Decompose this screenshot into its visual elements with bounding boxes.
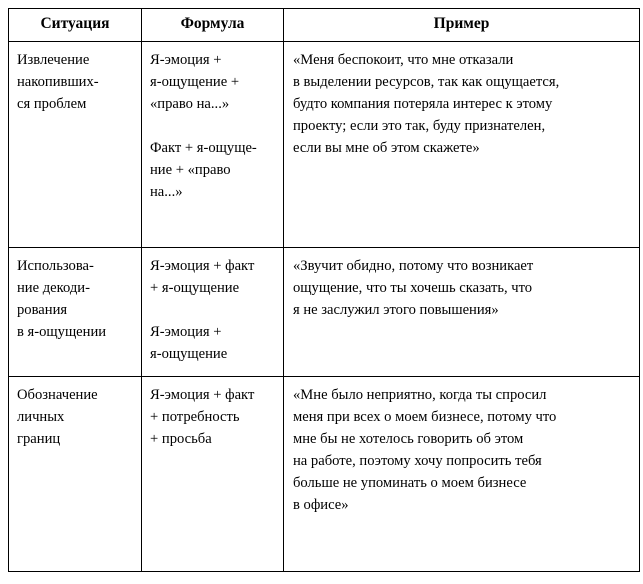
text-line: «Звучит обидно, потому что возникает xyxy=(293,257,534,274)
text-line: ся проблем xyxy=(17,95,87,112)
text-line: Факт + я-ощуще- xyxy=(150,140,257,156)
text-line: + я-ощущение xyxy=(150,279,240,296)
text-line: «Мне было неприятно, когда ты спросил xyxy=(293,386,547,403)
text-line: ощущение, что ты хочешь сказать, что xyxy=(293,279,533,296)
text-line: если вы мне об этом скажете» xyxy=(293,140,480,157)
text-line: будто компания потеряла интерес к этому xyxy=(293,95,553,112)
text-line: + потребность xyxy=(150,408,240,425)
formula-block xyxy=(150,49,277,116)
cell-situation-3 xyxy=(9,376,142,571)
column-header-example: Пример xyxy=(284,9,640,42)
text-line: Обозначение xyxy=(17,386,98,403)
text-line: ние + «право xyxy=(150,162,231,179)
column-header-situation: Ситуация xyxy=(9,9,142,42)
cell-formula-1 xyxy=(142,41,284,247)
text-line: рования xyxy=(17,301,68,318)
cell-example-1 xyxy=(284,41,640,247)
text-line: я не заслужил этого повышения» xyxy=(293,301,499,318)
text-line: границ xyxy=(17,430,61,447)
cell-formula-2 xyxy=(142,247,284,376)
text-line: в офисе» xyxy=(293,497,349,514)
formula-block xyxy=(150,137,277,204)
text-line: Я-эмоция + xyxy=(150,51,222,68)
text-line: проекту; если это так, буду признателен, xyxy=(293,118,546,135)
cell-situation-1 xyxy=(9,41,142,247)
cell-formula-3 xyxy=(142,376,284,571)
cell-example-3 xyxy=(284,376,640,571)
table-row xyxy=(9,376,640,571)
formula-block xyxy=(150,321,277,365)
text-line: меня при всех о моем бизнесе, потому что xyxy=(293,408,557,425)
formula-block xyxy=(150,384,277,451)
cell-example-2 xyxy=(284,247,640,376)
text-line: мне бы не хотелось говорить об этом xyxy=(293,430,524,447)
text-line: больше не упоминать о моем бизнесе xyxy=(293,475,527,492)
example-block xyxy=(293,384,630,517)
text-line: «право на...» xyxy=(150,95,230,112)
text-line: в я-ощущении xyxy=(17,324,107,341)
formula-block xyxy=(150,255,277,299)
text-line: на работе, поэтому хочу попросить тебя xyxy=(293,453,542,470)
text-line: я-ощущение + xyxy=(150,73,240,90)
text-line: в выделении ресурсов, так как ощущается, xyxy=(293,73,560,90)
text-line: личных xyxy=(17,408,65,425)
text-line: ние декоди- xyxy=(17,279,90,296)
table-header-row xyxy=(9,9,640,42)
text-line: Использова- xyxy=(17,257,94,274)
text-line: + просьба xyxy=(150,430,212,447)
text-line: накопивших- xyxy=(17,73,99,90)
example-block xyxy=(293,49,630,160)
text-line: Я-эмоция + xyxy=(150,323,222,340)
text-line: «Меня беспокоит, что мне отказали xyxy=(293,51,514,68)
text-line: Я-эмоция + факт xyxy=(150,257,255,274)
table-row xyxy=(9,41,640,247)
text-line: Извлечение xyxy=(17,51,90,68)
text-line: на...» xyxy=(150,184,183,201)
text-line: я-ощущение xyxy=(150,346,228,362)
document-page xyxy=(0,8,643,584)
column-header-formula: Формула xyxy=(142,9,284,42)
example-block xyxy=(293,255,630,322)
cell-situation-2 xyxy=(9,247,142,376)
comparison-table xyxy=(8,8,640,572)
text-line: Я-эмоция + факт xyxy=(150,386,255,403)
table-row xyxy=(9,247,640,376)
